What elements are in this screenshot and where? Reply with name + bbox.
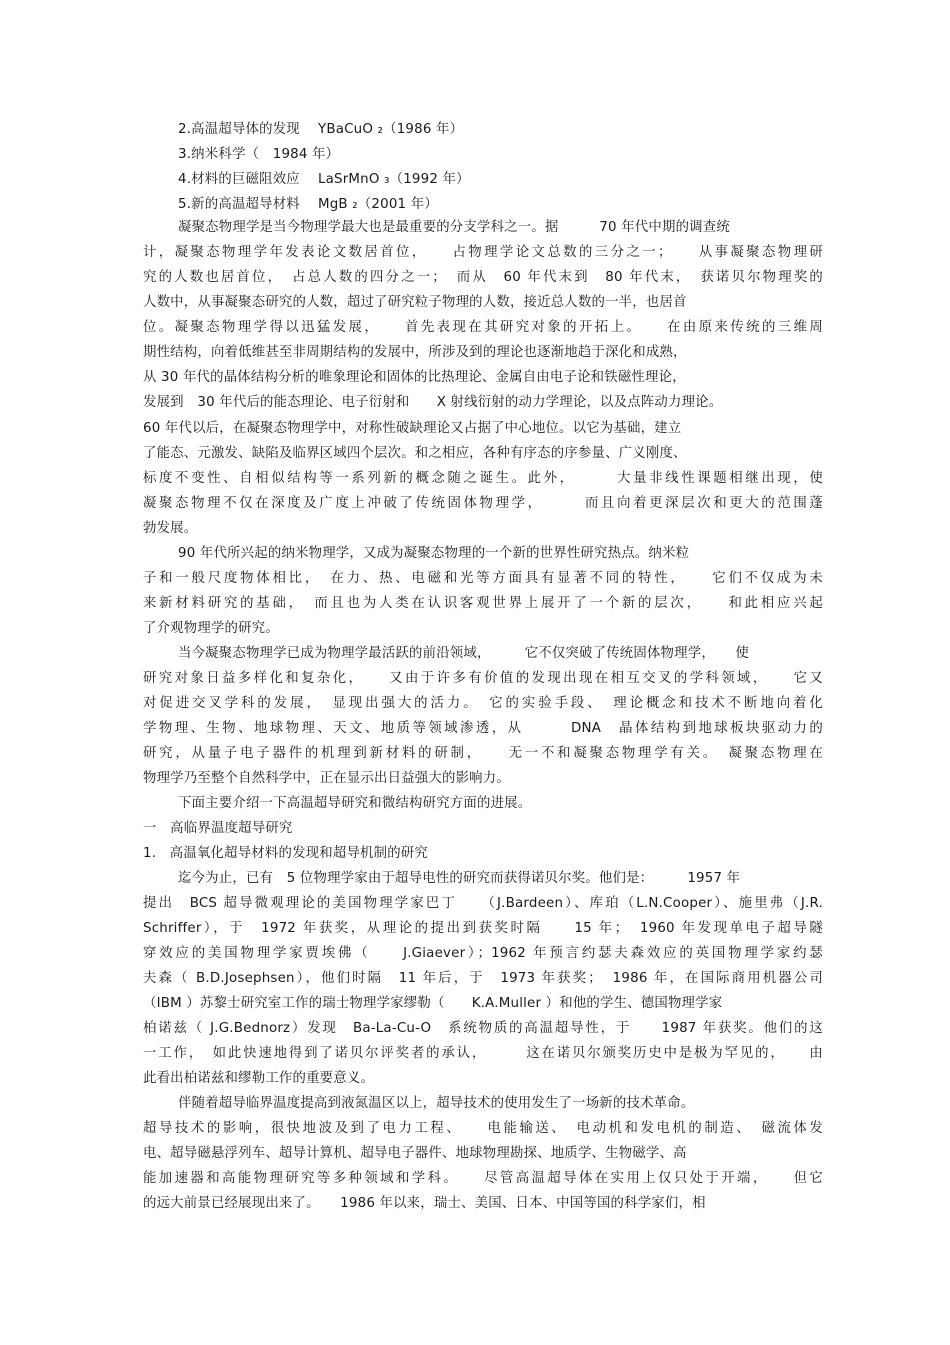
text-line: 当今凝聚态物理学已成为物理学最活跃的前沿领域， 它不仅突破了传统固体物理学， 使 [178, 646, 749, 661]
text-line: 发展到 30 年代后的能态理论、电子衍射和 X 射线衍射的动力学理论，以及点阵动力理论。 [143, 395, 723, 410]
text-line: 3.纳米科学（ 1984 年） [178, 147, 340, 162]
text-line: 1. 高温氧化超导材料的发现和超导机制的研究 [143, 846, 428, 861]
text-line: 一 高临界温度超导研究 [143, 821, 293, 836]
text-line: 提出 BCS 超导微观理论的美国物理学家巴丁 （J.Bardeen）、库珀（L.N.Cooper）、施里弗（J.R. [143, 896, 823, 911]
text-line: 柏诺兹（ J.G.Bednorz）发现 Ba-La-Cu-O 系统物质的高温超导性，于 1987 年获奖。他们的这 [143, 1021, 823, 1036]
text-line: 伴随着超导临界温度提高到液氮温区以上，超导技术的使用发生了一场新的技术革命。 [178, 1096, 695, 1111]
text-line: 穿效应的美国物理学家贾埃佛（ J.Giaever）；1962 年预言约瑟夫森效应的英国物理学家约瑟 [143, 946, 823, 961]
text-line: 2.高温超导体的发现 YBaCuO ₂（1986 年） [178, 122, 464, 137]
text-line: 学物理、生物、地球物理、天文、地质等领域渗透，从 DNA 晶体结构到地球板块驱动力的 [143, 721, 823, 736]
text-line: 究的人数也居首位， 占总人数的四分之一； 而从 60 年代末到 80 年代末， 获诺贝尔物理奖的 [143, 270, 823, 285]
text-line: 60 年代以后，在凝聚态物理学中，对称性破缺理论又占据了中心地位。以它为基础，建立 [143, 421, 682, 436]
text-line: 能加速器和高能物理研究等多种领域和学科。 尽管高温超导体在实用上仅只处于开端， 但它 [143, 1171, 823, 1186]
text-line: 凝聚态物理学是当今物理学最大也是最重要的分支学科之一。据 70 年代中期的调查统 [178, 220, 730, 235]
text-line: 一工作， 如此快速地得到了诺贝尔评奖者的承认， 这在诺贝尔颁奖历史中是极为罕见的， 由 [143, 1046, 823, 1061]
text-line: 子和一般尺度物体相比， 在力、热、电磁和光等方面具有显著不同的特性， 它们不仅成为未 [143, 571, 823, 586]
text-line: 5.新的高温超导材料 MgB ₂（2001 年） [178, 197, 438, 212]
text-line: 计，凝聚态物理学年发表论文数居首位， 占物理学论文总数的三分之一； 从事凝聚态物理研 [143, 245, 823, 260]
text-line: （IBM ）苏黎士研究室工作的瑞士物理学家缪勒（ K.A.Muller ）和他的学生、德国物理学家 [143, 996, 723, 1011]
text-line: 人数中，从事凝聚态研究的人数，超过了研究粒子物理的人数，接近总人数的一半，也居首 [143, 295, 687, 310]
text-line: 勃发展。 [143, 521, 198, 536]
text-line: 位。凝聚态物理学得以迅猛发展， 首先表现在其研究对象的开拓上。 在由原来传统的三维周 [143, 320, 823, 335]
text-line: 的远大前景已经展现出来了。 1986 年以来，瑞士、美国、日本、中国等国的科学家们，相 [143, 1196, 706, 1211]
text-line: 了介观物理学的研究。 [143, 621, 279, 636]
text-line: 从 30 年代的晶体结构分析的唯象理论和固体的比热理论、金属自由电子论和铁磁性理论， [143, 370, 686, 385]
text-line: 夫森（ B.D.Josephsen），他们时隔 11 年后，于 1973 年获奖； 1986 年，在国际商用机器公司 [143, 971, 823, 986]
text-line: 来新材料研究的基础， 而且也为人类在认识客观世界上展开了一个新的层次， 和此相应兴起 [143, 596, 823, 611]
text-line: 电、超导磁悬浮列车、超导计算机、超导电子器件、地球物理勘探、地质学、生物磁学、高 [143, 1146, 687, 1161]
text-line: 迄今为止，已有 5 位物理学家由于超导电性的研究而获得诺贝尔奖。他们是： 1957 年 [178, 871, 741, 886]
text-line: 研究对象日益多样化和复杂化， 又由于许多有价值的发现出现在相互交叉的学科领域， 它又 [143, 671, 823, 686]
text-line: 凝聚态物理不仅在深度及广度上冲破了传统固体物理学， 而且向着更深层次和更大的范围蓬 [143, 496, 823, 511]
text-line: 此看出柏诺兹和缪勒工作的重要意义。 [143, 1071, 375, 1086]
text-line: 下面主要介绍一下高温超导研究和微结构研究方面的进展。 [178, 796, 532, 811]
text-line: 超导技术的影响，很快地波及到了电力工程、 电能输送、 电动机和发电机的制造、 磁流体发 [143, 1121, 823, 1136]
text-line: 了能态、元激发、缺陷及临界区域四个层次。和之相应，各种有序态的序参量、广义刚度、 [143, 446, 687, 461]
text-line: 4.材料的巨磁阻效应 LaSrMnO ₃（1992 年） [178, 172, 470, 187]
text-line: 对促进交叉学科的发展， 显现出强大的活力。 它的实验手段、 理论概念和技术不断地向着化 [143, 696, 823, 711]
text-line: 90 年代所兴起的纳米物理学，又成为凝聚态物理的一个新的世界性研究热点。纳米粒 [178, 546, 690, 561]
text-line: 物理学乃至整个自然科学中，正在显示出日益强大的影响力。 [143, 771, 510, 786]
text-line: 期性结构，向着低维甚至非周期结构的发展中，所涉及到的理论也逐渐地趋于深化和成熟， [143, 345, 687, 360]
text-line: 标度不变性、自相似结构等一系列新的概念随之诞生。此外， 大量非线性课题相继出现，使 [143, 471, 823, 486]
text-line: 研究，从量子电子器件的机理到新材料的研制， 无一不和凝聚态物理学有关。 凝聚态物理在 [143, 746, 823, 761]
text-line: Schriffer），于 1972 年获奖，从理论的提出到获奖时隔 15 年； 1960 年发现单电子超导隧 [143, 921, 823, 936]
